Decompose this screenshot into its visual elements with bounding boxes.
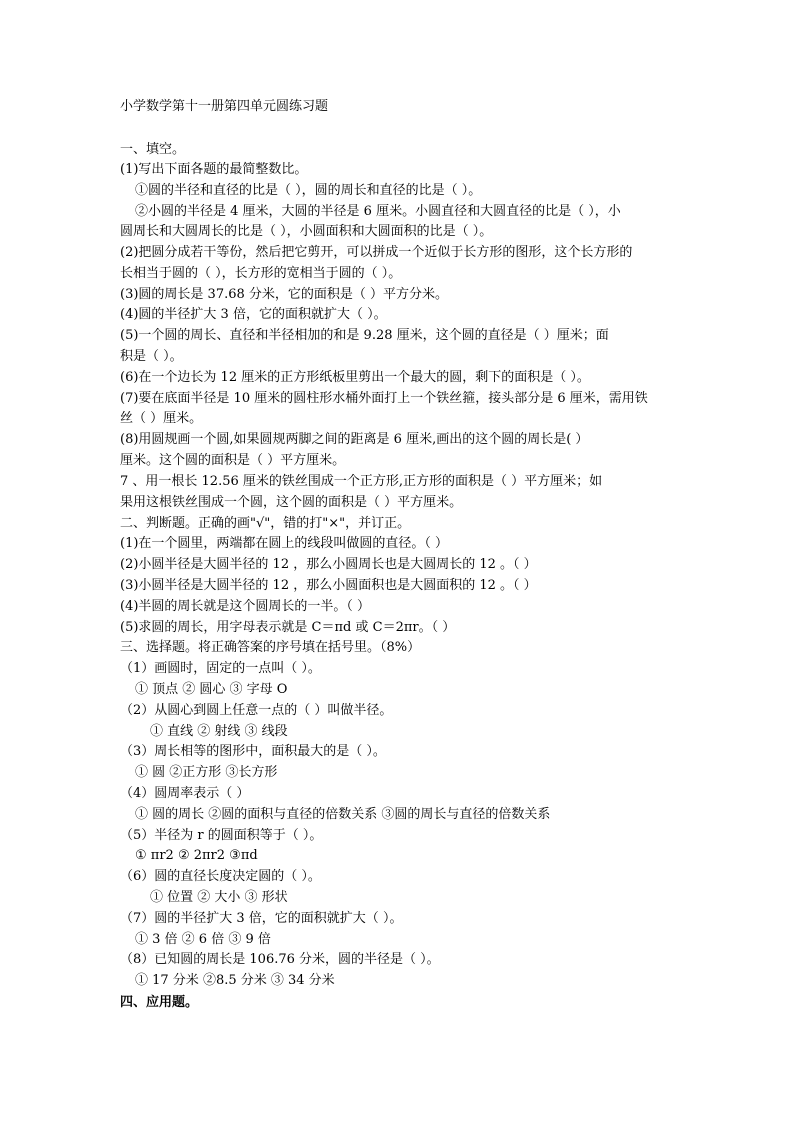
fill-question-6: (6)在一个边长为 12 厘米的正方形纸板里剪出一个最大的圆，剩下的面积是（ ）。 — [120, 370, 590, 385]
choice-question-2: （2）从圆心到圆上任意一点的（ ）叫做半径。 — [120, 703, 393, 718]
fill-question-7-line1: (7)要在底面半径是 10 厘米的圆柱形水桶外面打上一个铁丝箍，接头部分是 6 厘米，需用铁 — [120, 391, 648, 406]
judge-question-3: (3)小圆半径是大圆半径的 12 ，那么小圆面积也是大圆面积的 12 。（ ） — [120, 578, 537, 593]
choice-options-2: ① 直线 ② 射线 ③ 线段 — [150, 724, 288, 739]
choice-options-3: ① 圆 ②正方形 ③长方形 — [135, 765, 278, 780]
section-3-heading: 三、选择题。将正确答案的序号填在括号里。（8%） — [120, 640, 421, 655]
choice-options-5: ① πr2 ② 2πr2 ③πd — [135, 848, 258, 863]
choice-options-8: ① 17 分米 ②8.5 分米 ③ 34 分米 — [135, 973, 335, 988]
fill-question-1b-line2: 圆周长和大圆周长的比是（ ），小圆面积和大圆面积的比是（ ）。 — [120, 224, 493, 239]
fill-question-2-line1: (2)把圆分成若干等份，然后把它剪开，可以拼成一个近似于长方形的图形，这个长方形的 — [120, 245, 633, 260]
fill-question-1a: ①圆的半径和直径的比是（ ），圆的周长和直径的比是（ ）。 — [135, 183, 482, 198]
fill-question-8-line1: (8)用圆规画一个圆,如果圆规两脚之间的距离是 6 厘米,画出的这个圆的周长是( ） — [120, 432, 589, 447]
fill-question-5-line1: (5)一个圆的周长、直径和半径相加的和是 9.28 厘米，这个圆的直径是（ ）厘米；面 — [120, 328, 609, 343]
judge-question-4: (4)半圆的周长就是这个圆周长的一半。（ ） — [120, 599, 371, 614]
choice-options-7: ① 3 倍 ② 6 倍 ③ 9 倍 — [135, 932, 271, 947]
choice-question-7: （7）圆的半径扩大 3 倍，它的面积就扩大（ ）。 — [120, 911, 403, 926]
fill-question-4: (4)圆的半径扩大 3 倍，它的面积就扩大（ ）。 — [120, 307, 387, 322]
choice-options-1: ① 顶点 ② 圆心 ③ 字母 O — [135, 682, 288, 697]
choice-question-8: （8）已知圆的周长是 106.76 分米，圆的半径是（ ）。 — [120, 952, 440, 967]
fill-question-7-line2: 丝（ ）厘米。 — [120, 411, 203, 426]
judge-question-2: (2)小圆半径是大圆半径的 12 ，那么小圆周长也是大圆周长的 12 。（ ） — [120, 557, 537, 572]
choice-options-4: ① 圆的周长 ②圆的面积与直径的倍数关系 ③圆的周长与直径的倍数关系 — [135, 807, 551, 822]
judge-question-1: (1)在一个圆里，两端都在圆上的线段叫做圆的直径。（ ） — [120, 536, 449, 551]
fill-question-1b-line1: ②小圆的半径是 4 厘米，大圆的半径是 6 厘米。小圆直径和大圆直径的比是（ ），小 — [135, 204, 621, 219]
fill-question-3: (3)圆的周长是 37.68 分米，它的面积是（ ）平方分米。 — [120, 287, 449, 302]
section-2-heading: 二、判断题。正确的画"√"，错的打"×"，并订正。 — [120, 516, 411, 531]
fill-question-2-line2: 长相当于圆的（ ），长方形的宽相当于圆的（ ）。 — [120, 266, 402, 281]
choice-question-6: （6）圆的直径长度决定圆的（ ）。 — [120, 869, 321, 884]
fill-question-5-line2: 积是（ ）。 — [120, 349, 183, 364]
choice-question-3: （3）周长相等的图形中，面积最大的是（ ）。 — [120, 744, 386, 759]
choice-question-4: （4）圆周率表示（ ） — [120, 786, 250, 801]
fill-question-9-line2: 果用这根铁丝围成一个圆，这个圆的面积是（ ）平方厘米。 — [120, 495, 463, 510]
choice-question-5: （5）半径为 r 的圆面积等于（ ）。 — [120, 828, 323, 843]
page-title: 小学数学第十一册第四单元圆练习题 — [120, 99, 329, 114]
fill-question-1: (1)写出下面各题的最简整数比。 — [120, 162, 308, 177]
judge-question-5: (5)求圆的周长，用字母表示就是 C＝πd 或 C＝2πr。（ ） — [120, 620, 456, 635]
choice-options-6: ① 位置 ② 大小 ③ 形状 — [150, 890, 288, 905]
section-4-heading: 四、应用题。 — [120, 995, 199, 1010]
fill-question-8-line2: 厘米。这个圆的面积是（ ）平方厘米。 — [120, 453, 346, 468]
choice-question-1: （1）画圆时，固定的一点叫（ ）。 — [120, 661, 321, 676]
fill-question-9-line1: 7 、用一根长 12.56 厘米的铁丝围成一个正方形,正方形的面积是（ ）平方厘米；如 — [120, 474, 603, 489]
section-1-heading: 一、填空。 — [120, 142, 186, 157]
